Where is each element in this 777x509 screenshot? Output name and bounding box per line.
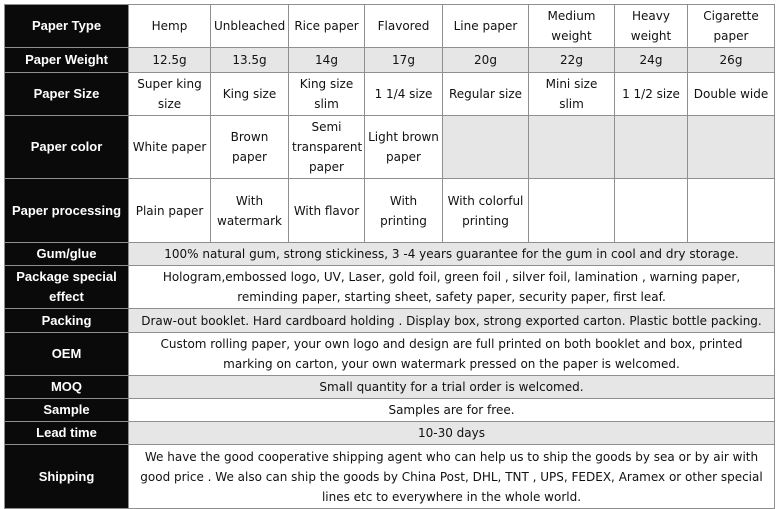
paper-processing-row: [5, 179, 775, 243]
gum-row: [5, 243, 775, 266]
paper-weight-cell: 13.5g: [211, 48, 289, 73]
empty-cell: [529, 179, 615, 243]
paper-weight-cell: 22g: [529, 48, 615, 73]
shipping-text: We have the good cooperative shipping agent who can help us to ship the goods by sea or by air with good price . We also can ship the goods by China Post, DHL, TNT , UPS, FEDEX, Aramex or other special lines etc to everywhere in the whole world.: [129, 445, 775, 509]
paper-weight-cell: 20g: [443, 48, 529, 73]
paper-size-header: Paper Size: [5, 73, 129, 116]
paper-type-header: Paper Type: [5, 5, 129, 48]
empty-cell: [688, 179, 775, 243]
paper-type-cell: Heavy weight: [615, 5, 688, 48]
paper-size-cell: King size slim: [289, 73, 365, 116]
paper-type-cell: Line paper: [443, 5, 529, 48]
empty-cell: [529, 116, 615, 179]
paper-type-cell: Hemp: [129, 5, 211, 48]
paper-size-cell: Regular size: [443, 73, 529, 116]
paper-size-cell: Mini size slim: [529, 73, 615, 116]
paper-weight-row: [5, 48, 775, 73]
sample-header: Sample: [5, 399, 129, 422]
paper-size-cell: King size: [211, 73, 289, 116]
paper-type-cell: Flavored: [365, 5, 443, 48]
paper-weight-cell: 26g: [688, 48, 775, 73]
shipping-row: [5, 445, 775, 509]
paper-weight-cell: 12.5g: [129, 48, 211, 73]
paper-color-cell: Light brown paper: [365, 116, 443, 179]
paper-weight-cell: 17g: [365, 48, 443, 73]
paper-processing-cell: With flavor: [289, 179, 365, 243]
paper-processing-cell: With colorful printing: [443, 179, 529, 243]
paper-size-cell: 1 1/2 size: [615, 73, 688, 116]
package-effect-text: Hologram,embossed logo, UV, Laser, gold foil, green foil , silver foil, lamination , warning paper, reminding paper, starting sheet, safety paper, security paper, first leaf.: [129, 266, 775, 309]
package-effect-header: Package special effect: [5, 266, 129, 309]
sample-row: [5, 399, 775, 422]
lead-time-text: 10-30 days: [129, 422, 775, 445]
paper-size-row: [5, 73, 775, 116]
paper-spec-table: [4, 4, 775, 509]
lead-time-header: Lead time: [5, 422, 129, 445]
paper-type-cell: Medium weight: [529, 5, 615, 48]
paper-processing-cell: With printing: [365, 179, 443, 243]
packing-text: Draw-out booklet. Hard cardboard holding . Display box, strong exported carton. Plastic bottle packing.: [129, 309, 775, 333]
paper-color-cell: Semi transparent paper: [289, 116, 365, 179]
empty-cell: [443, 116, 529, 179]
paper-processing-cell: Plain paper: [129, 179, 211, 243]
packing-header: Packing: [5, 309, 129, 333]
package-effect-row: [5, 266, 775, 309]
paper-type-cell: Cigarette paper: [688, 5, 775, 48]
paper-size-cell: Super king size: [129, 73, 211, 116]
empty-cell: [688, 116, 775, 179]
oem-text: Custom rolling paper, your own logo and design are full printed on both booklet and box, printed marking on carton, your own watermark pressed on the paper is welcomed.: [129, 333, 775, 376]
moq-row: [5, 376, 775, 399]
paper-size-cell: Double wide: [688, 73, 775, 116]
shipping-header: Shipping: [5, 445, 129, 509]
paper-weight-cell: 14g: [289, 48, 365, 73]
packing-row: [5, 309, 775, 333]
paper-type-row: [5, 5, 775, 48]
gum-text: 100% natural gum, strong stickiness, 3 -4 years guarantee for the gum in cool and dry storage.: [129, 243, 775, 266]
paper-type-cell: Rice paper: [289, 5, 365, 48]
lead-time-row: [5, 422, 775, 445]
paper-processing-header: Paper processing: [5, 179, 129, 243]
paper-size-cell: 1 1/4 size: [365, 73, 443, 116]
oem-row: [5, 333, 775, 376]
paper-color-cell: White paper: [129, 116, 211, 179]
paper-weight-cell: 24g: [615, 48, 688, 73]
empty-cell: [615, 116, 688, 179]
gum-header: Gum/glue: [5, 243, 129, 266]
paper-processing-cell: With watermark: [211, 179, 289, 243]
paper-weight-header: Paper Weight: [5, 48, 129, 73]
moq-header: MOQ: [5, 376, 129, 399]
paper-type-cell: Unbleached: [211, 5, 289, 48]
oem-header: OEM: [5, 333, 129, 376]
paper-color-row: [5, 116, 775, 179]
paper-color-header: Paper color: [5, 116, 129, 179]
empty-cell: [615, 179, 688, 243]
sample-text: Samples are for free.: [129, 399, 775, 422]
paper-color-cell: Brown paper: [211, 116, 289, 179]
moq-text: Small quantity for a trial order is welcomed.: [129, 376, 775, 399]
